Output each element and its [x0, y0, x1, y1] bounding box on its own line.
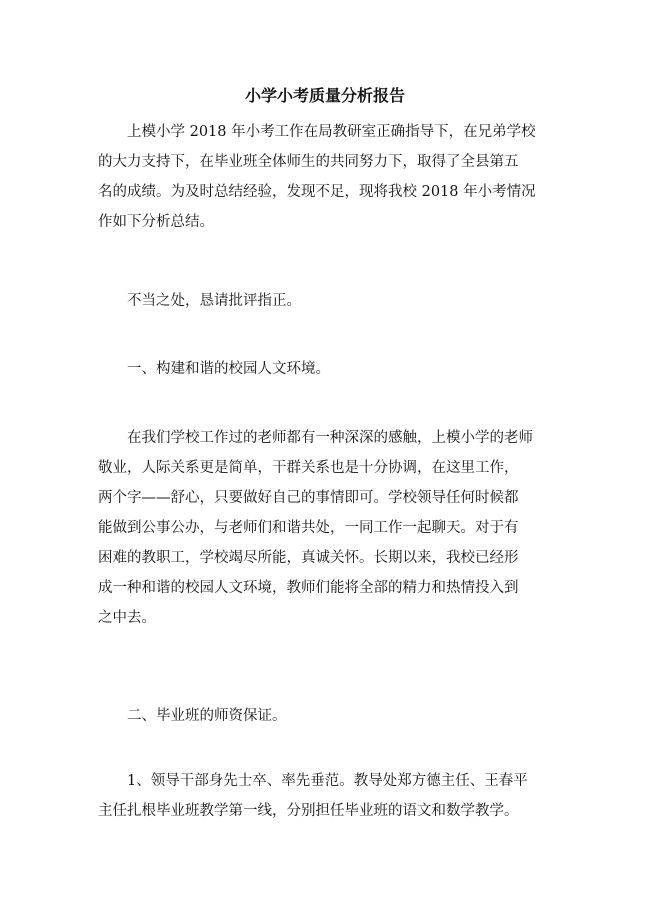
paragraph-intro — [98, 117, 538, 237]
paragraph-line: 之中去。 — [98, 610, 156, 626]
section-heading-2 — [98, 701, 538, 731]
document-title: 小学小考质量分析报告 — [244, 86, 405, 105]
paragraph-line: 两个字——舒心，只要做好自己的事情即可。学校领导任何时候都 — [98, 490, 519, 506]
paragraph-line: 主任扎根毕业班教学第一线，分别担任毕业班的语文和数学教学。 — [98, 803, 519, 819]
paragraph-environment — [98, 423, 538, 633]
paragraph-line: 二、毕业班的师资保证。 — [127, 708, 287, 724]
paragraph-line: 1、领导干部身先士卒、率先垂范。教导处郑方德主任、王春平 — [127, 773, 528, 789]
section-heading-1 — [98, 354, 538, 384]
paragraph-line: 能做到公事公办，与老师们和谐共处，一同工作一起聊天。对于有 — [98, 520, 519, 536]
paragraph-line: 敬业，人际关系更是简单，干群关系也是十分协调，在这里工作， — [98, 460, 519, 476]
paragraph-leadership — [98, 766, 538, 826]
paragraph-line: 名的成绩。为及时总结经验，发现不足，现将我校 2018 年小考情况 — [98, 184, 536, 200]
paragraph-line: 一、构建和谐的校园人文环境。 — [127, 361, 330, 377]
paragraph-line: 上模小学 2018 年小考工作在局教研室正确指导下，在兄弟学校 — [127, 124, 536, 140]
paragraph-line: 的大力支持下，在毕业班全体师生的共同努力下，取得了全县第五 — [98, 154, 519, 170]
paragraph-line: 作如下分析总结。 — [98, 214, 214, 230]
paragraph-line: 不当之处，恳请批评指正。 — [127, 293, 301, 309]
paragraph-line: 成一种和谐的校园人文环境，教师们能将全部的精力和热情投入到 — [98, 580, 519, 596]
paragraph-note — [98, 286, 538, 316]
paragraph-line: 困难的教职工，学校竭尽所能，真诚关怀。长期以来，我校已经形 — [98, 550, 519, 566]
paragraph-line: 在我们学校工作过的老师都有一种深深的感触，上模小学的老师 — [127, 430, 533, 446]
